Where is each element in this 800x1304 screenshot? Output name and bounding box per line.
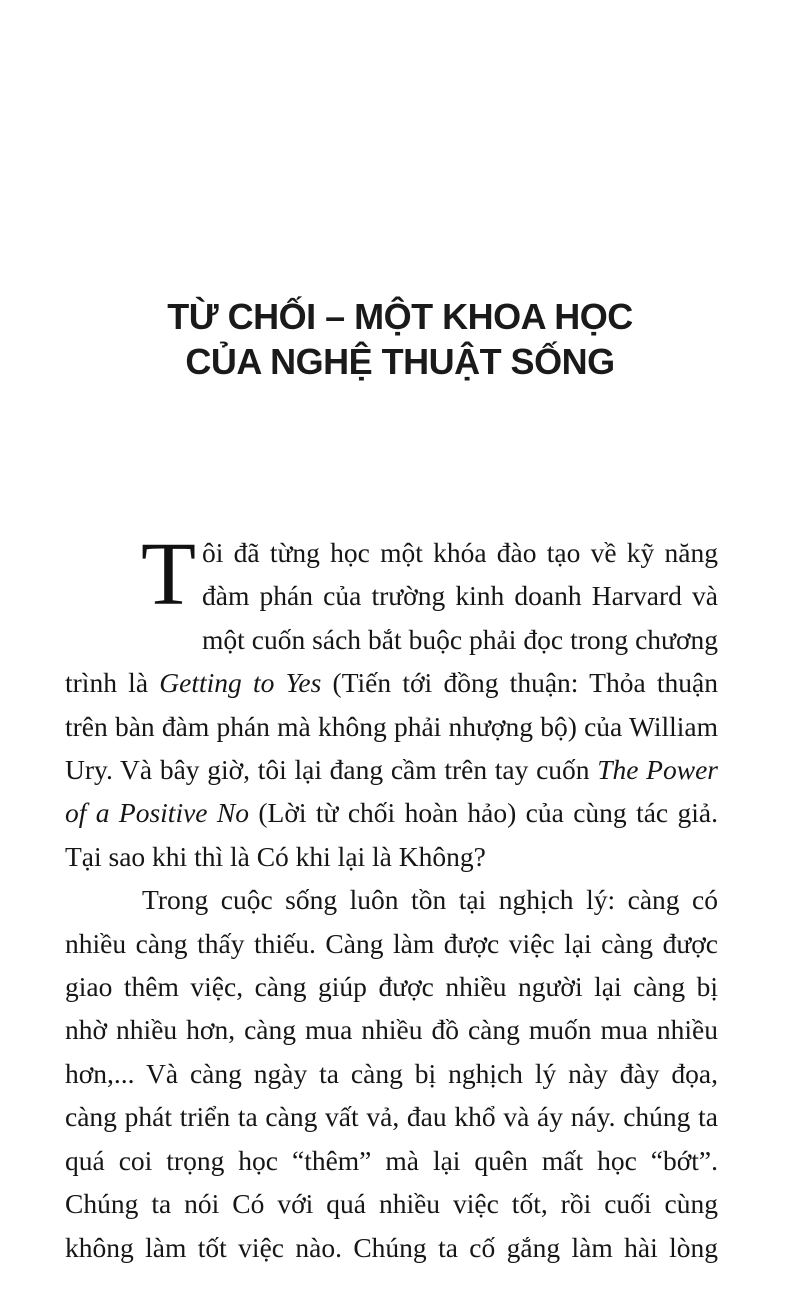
paragraph [65, 525, 718, 878]
text-run: (Tiến tới đồng thuận: Thỏa thuận trên bàn đàm phán mà không phải nhượng bộ) của William Ury. Và bây giờ, tôi lại đang cầm trên tay cuốn [65, 667, 718, 786]
chapter-title [0, 294, 800, 384]
chapter-title-line-2: CỦA NGHỆ THUẬT SỐNG [185, 341, 615, 382]
book-title-italic: The Power of a Positive No [65, 754, 718, 829]
text-run: Trong cuộc sống luôn tồn tại nghịch lý: càng có nhiều càng thấy thiếu. Càng làm được việc lại càng được giao thêm việc, càng giúp được nhiều người lại càng bị nhờ nhiều hơn, càng mua nhiều đồ càng muốn mua nhiều hơn,... Và càng ngày ta càng bị nghịch lý này đày đọa, càng phát triển ta càng vất vả, đau khổ và áy náy. chúng ta quá coi trọng học “thêm” mà lại quên mất học “bớt”. Chúng ta nói Có với quá nhiều việc tốt, rồi cuối cùng không làm tốt việc nào. Chúng ta cố gắng làm hài lòng [65, 884, 718, 1263]
book-title-italic: Getting to Yes [159, 667, 322, 699]
text-run: ôi đã từng học một khóa đào tạo về kỹ năng đàm phán của trường kinh doanh Harvard và một cuốn sách bắt buộc phải đọc trong chương trình là [65, 537, 718, 699]
article-body [65, 525, 718, 1269]
paragraph [65, 878, 718, 1269]
text-run: (Lời từ chối hoàn hảo) của cùng tác giả. Tại sao khi thì là Có khi lại là Không? [65, 797, 718, 872]
drop-cap: T [141, 525, 196, 624]
chapter-title-line-1: TỪ CHỐI – MỘT KHOA HỌC [167, 296, 633, 337]
